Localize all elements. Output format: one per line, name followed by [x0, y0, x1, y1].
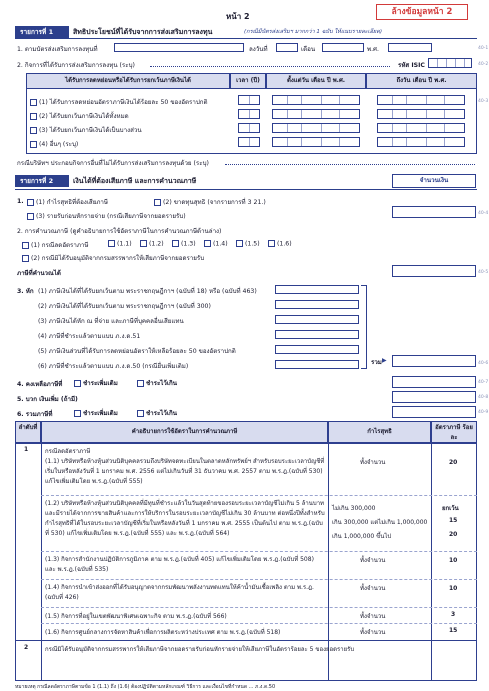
rate-option-1-3[interactable]	[172, 240, 196, 248]
rate-row-rate: 15	[449, 627, 458, 634]
benefit-option-3[interactable]	[30, 125, 142, 135]
to-date-field[interactable]	[377, 95, 465, 105]
clear-page-button[interactable]: ล้างข้อมูลหน้า 2	[376, 4, 468, 20]
rate-row-desc: (1.6) กิจการศูนย์กลางการจัดหาสินค้าเพื่อการผลิตระหว่างประเทศ ตาม พ.ร.ฎ.(ฉบับที่ 518)	[45, 629, 281, 636]
checkbox[interactable]	[236, 240, 243, 247]
line1-option-1[interactable]	[27, 197, 108, 207]
from-date-header: ตั้งแต่วัน เดือน ปี พ.ศ.	[266, 73, 366, 89]
section1-rule	[15, 38, 477, 39]
rate-row-no: 1	[24, 446, 29, 453]
checkbox[interactable]	[30, 99, 37, 106]
option-label: ชำระไว้เกิน	[145, 410, 177, 417]
benefit-option-1[interactable]	[30, 97, 208, 107]
side-number: 40-5	[478, 270, 489, 275]
deduction-bracket	[361, 285, 367, 369]
from-date-field[interactable]	[272, 137, 360, 147]
to-date-field[interactable]	[377, 123, 465, 133]
rate-option-1-6[interactable]	[268, 240, 292, 248]
rate-row-desc: (1.1) บริษัทหรือห้างหุ้นส่วนนิติบุคคลรวมถึงบริษัทจดทะเบียนในตลาดหลักทรัพย์ฯ สำหรับรอบระยะเวลาบัญชีที่เริ่มในหรือหลังวันที่ 1 มกราคม พ.ศ. 2556 แต่ไม่เกินวันที่ 31 ธันวาคม พ.ศ. 2557 ตาม พ.ร.ฎ.(ฉบับที่ 530) แก้ไขเพิ่มเติมโดย พ.ร.ฎ.(ฉบับที่ 555)	[45, 458, 325, 485]
line1-number: 1.	[17, 198, 24, 205]
to-date-field[interactable]	[377, 109, 465, 119]
row-divider	[15, 640, 477, 641]
rate-row-profit: ทั้งจำนวน	[360, 557, 386, 564]
option-label: (3) ได้รับยกเว้นภาษีเงินได้เป็นบางส่วน	[38, 127, 142, 134]
side-number: 40-1	[478, 46, 489, 51]
side-number: 40-8	[478, 395, 489, 400]
row-divider	[41, 551, 477, 552]
rate-row-profit: ทั้งจำนวน	[360, 629, 386, 636]
rate-option-1-1[interactable]	[108, 240, 132, 248]
line1-amount-field[interactable]	[392, 206, 476, 218]
section1-title: สิทธิประโยชน์ที่ได้รับจากการส่งเสริมการลงทุน	[73, 28, 213, 36]
checkbox[interactable]	[22, 255, 29, 262]
benefit-option-2[interactable]	[30, 111, 129, 121]
rate-option-1-5[interactable]	[236, 240, 260, 248]
side-number: 40-3	[478, 99, 489, 104]
line2-option-2[interactable]	[22, 253, 204, 263]
checkbox[interactable]	[108, 240, 115, 247]
line6-option-2[interactable]	[137, 408, 177, 418]
option-label: (1.2)	[148, 240, 164, 248]
rate-row-profit-tier1: ไม่เกิน 300,000	[332, 505, 376, 512]
cert-month-field[interactable]	[322, 43, 364, 52]
option-label: (1) กรณีลดอัตราภาษี	[30, 242, 89, 249]
side-number: 40-4	[478, 211, 489, 216]
option-label: ชำระเพิ่มเติม	[82, 410, 118, 417]
period-field[interactable]	[238, 123, 260, 133]
line2-label: 2. การคำนวณภาษี (ดูคำอธิบายการใช้อัตราภาษีในการคำนวณภาษีด้านล่าง)	[17, 228, 222, 235]
rate-row-rate-tier3: 20	[449, 531, 458, 538]
line1-option-3[interactable]	[27, 211, 186, 221]
deduction-3-field[interactable]	[275, 315, 359, 324]
col-rate-header: อัตราภาษี ร้อยละ	[431, 421, 477, 443]
rate-row-rate: 20	[449, 459, 458, 466]
amount-header: จำนวนเงิน	[392, 174, 476, 188]
option-label: (2) ได้รับยกเว้นภาษีเงินได้ทั้งหมด	[38, 113, 129, 120]
checkbox[interactable]	[137, 380, 144, 387]
option-label: (2) กรณีมิได้รับอนุมัติจากกรมสรรพากรให้เสียภาษีจากยอดรายรับ	[30, 255, 205, 262]
period-field[interactable]	[238, 137, 260, 147]
checkbox[interactable]	[137, 410, 144, 417]
total-label: รวม	[371, 359, 382, 366]
rate-row-desc: (1.3) กิจการสำนักงานปฏิบัติการภูมิภาค ตาม พ.ร.ฎ.(ฉบับที่ 405) แก้ไขเพิ่มเติมโดย พ.ร.ฎ.(ฉบับที่ 508) และ พ.ร.ฎ.(ฉบับที่ 535)	[45, 556, 314, 573]
side-number: 40-2	[478, 62, 489, 67]
checkbox[interactable]	[154, 199, 161, 206]
from-date-field[interactable]	[272, 123, 360, 133]
deduction-5-label: (5) ภาษีเงินส่วนที่ได้รับการลดหย่อนอัตราให้เหลือร้อยละ 50 ของอัตราปกติ	[38, 348, 236, 355]
deduction-6-field[interactable]	[275, 360, 359, 369]
option-label: (4) อื่นๆ (ระบุ)	[38, 141, 79, 148]
to-date-header: ถึงวัน เดือน ปี พ.ศ.	[366, 73, 477, 89]
option-label: (1.3)	[180, 240, 196, 248]
option-label: (1.4)	[212, 240, 228, 248]
rate-row-profit: ทั้งจำนวน	[360, 585, 386, 592]
promotion-cert-number-field[interactable]	[114, 43, 244, 52]
section2-badge: รายการที่ 2	[15, 175, 69, 187]
checkbox[interactable]	[74, 410, 81, 417]
option-label: (1.1)	[116, 240, 132, 248]
rate-row-rate: 3	[451, 611, 456, 618]
benefit-option-4[interactable]	[30, 139, 78, 149]
checkbox[interactable]	[204, 240, 211, 247]
row-divider	[41, 495, 477, 496]
section1-badge: รายการที่ 1	[15, 26, 69, 38]
row1-year-label: พ.ศ.	[367, 46, 379, 53]
period-header: เวลา (ปี)	[230, 73, 266, 89]
row1-date-label: ลงวันที่	[249, 46, 268, 53]
footer-note: หมายเหตุ กรณีลดอัตราภาษีตามข้อ 1 (1.1) ถึง (1.6) ต้องปฏิบัติตามหลักเกณฑ์ วิธีการ และเงื่อนไขที่กำหนด ... ภ.ง.ด.50	[15, 684, 276, 690]
deduction-1-field[interactable]	[275, 285, 359, 294]
section2-rule	[15, 189, 477, 190]
page-title: หน้า 2	[226, 12, 250, 21]
rate-row-rate-tier1: ยกเว้น	[442, 505, 459, 512]
line4-amount-field[interactable]	[392, 376, 476, 388]
checkbox[interactable]	[22, 242, 29, 249]
deduction-6-label: (6) ภาษีที่ชำระแล้วตามแบบ ภ.ง.ด.50 (กรณียื่นเพิ่มเติม)	[38, 363, 189, 370]
side-number: 40-6	[478, 361, 489, 366]
row-divider	[41, 607, 477, 608]
rate-row-profit-tier3: เกิน 1,000,000 ขึ้นไป	[332, 533, 392, 540]
tax-computed-label: ภาษีที่คำนวณได้	[17, 270, 61, 277]
line3-label: 3. หัก	[17, 288, 34, 295]
option-label: (3) รายรับก่อนหักรายจ่าย (กรณีเสียภาษีจากยอดรายรับ)	[35, 213, 186, 220]
tax-computed-field[interactable]	[392, 265, 476, 277]
line1-option-2[interactable]	[154, 197, 266, 207]
line6-label: 6. รวมภาษีที่	[17, 411, 53, 418]
deduction-4-field[interactable]	[275, 330, 359, 339]
line5-amount-field[interactable]	[392, 391, 476, 403]
from-date-field[interactable]	[272, 109, 360, 119]
row2-label: 2. กิจการที่ได้รับการส่งเสริมการลงทุน (ระบุ)	[17, 62, 135, 69]
line6-option-1[interactable]	[74, 408, 118, 418]
option-label: (2) ขาดทุนสุทธิ (จากรายการที่ 3 21.)	[162, 199, 266, 206]
rate-row-desc: (1.5) กิจการที่อยู่ในเขตพัฒนาพิเศษเฉพาะกิจ ตาม พ.ร.ฎ.(ฉบับที่ 566)	[45, 613, 227, 620]
checkbox[interactable]	[30, 127, 37, 134]
checkbox[interactable]	[27, 213, 34, 220]
rate-row-desc: กรณีมิได้รับอนุมัติจากกรมสรรพากรให้เสียภาษีจากยอดรายรับก่อนหักรายจ่ายให้เสียภาษีในอัตราร้อยละ 5 ของยอดรายรับ	[45, 646, 355, 653]
rate-row-profit: ทั้งจำนวน	[360, 459, 386, 466]
deduction-3-label: (3) ภาษีเงินได้หัก ณ ที่จ่าย และภาษีที่บุคคลอื่นเสียแทน	[38, 318, 184, 325]
row-divider	[41, 579, 477, 580]
option-label: ชำระเพิ่มเติม	[82, 380, 118, 387]
rate-row-profit: ทั้งจำนวน	[360, 613, 386, 620]
line4-label: 4. คงเหลือภาษีที่	[17, 381, 63, 388]
isic-label: รหัส ISIC	[398, 62, 425, 69]
cert-year-field[interactable]	[388, 43, 432, 52]
col-desc-header: คำอธิบายการใช้อัตราในการคำนวณภาษี	[41, 421, 328, 443]
col-divider	[41, 443, 42, 681]
period-field[interactable]	[238, 95, 260, 105]
deduction-total-field[interactable]	[392, 355, 476, 367]
cert-day-field[interactable]	[276, 43, 298, 52]
option-label: ชำระไว้เกิน	[145, 380, 177, 387]
deduction-1-label: (1) ภาษีเงินได้ที่ได้รับยกเว้นตาม พระราชกฤษฎีกาฯ (ฉบับที่ 18) หรือ (ฉบับที่ 463)	[38, 288, 257, 295]
deduction-5-field[interactable]	[275, 345, 359, 354]
option-label: (1) ได้รับการลดหย่อนอัตราภาษีเงินได้ร้อยละ 50 ของอัตราปกติ	[38, 99, 208, 106]
deduction-2-field[interactable]	[275, 300, 359, 309]
period-field[interactable]	[238, 109, 260, 119]
checkbox[interactable]	[27, 199, 34, 206]
arrow-right-icon: ▶	[382, 357, 387, 364]
deduction-4-label: (4) ภาษีที่ชำระแล้วตามแบบ ภ.ง.ด.51	[38, 333, 141, 340]
side-number: 40-7	[478, 380, 489, 385]
line2-option-1[interactable]	[22, 240, 88, 250]
checkbox[interactable]	[30, 113, 37, 120]
other-business-line[interactable]	[225, 164, 475, 165]
line5-label: 5. บวก เงินเพิ่ม (ถ้ามี)	[17, 396, 78, 403]
rate-row-rate-tier2: 15	[449, 517, 458, 524]
checkbox[interactable]	[140, 240, 147, 247]
option-label: (1.5)	[244, 240, 260, 248]
business-type-line[interactable]	[150, 66, 390, 67]
col-no-header: ลำดับที่	[15, 421, 41, 443]
from-date-field[interactable]	[272, 95, 360, 105]
to-date-field[interactable]	[377, 137, 465, 147]
rate-option-1-2[interactable]	[140, 240, 164, 248]
checkbox[interactable]	[74, 380, 81, 387]
checkbox[interactable]	[30, 141, 37, 148]
rate-row-rate: 10	[449, 557, 458, 564]
rate-row-profit-tier2: เกิน 300,000 แต่ไม่เกิน 1,000,000	[332, 519, 428, 526]
rate-row-desc: (1.4) กิจการนำเข้าส่งออกที่ได้รับอนุญาตจากกรมพัฒนาพลังงานทดแทนให้ค้าน้ำมันเชื้อเพลิง ตาม พ.ร.ฎ.(ฉบับที่ 426)	[45, 584, 314, 601]
line6-amount-field[interactable]	[392, 406, 476, 418]
rate-row-desc: กรณีลดอัตราภาษี	[45, 448, 91, 455]
benefit-header: ได้รับการลดหย่อนหรือได้รับการยกเว้นภาษีเงินได้	[26, 73, 230, 89]
rate-row-no: 2	[24, 644, 29, 651]
section1-note: (กรณีมีบัตรส่งเสริมฯ มากกว่า 1 ฉบับ ให้แนบรายละเอียด)	[244, 29, 383, 35]
rate-row-desc: (1.2) บริษัทหรือห้างหุ้นส่วนนิติบุคคลที่มีทุนที่ชำระแล้วในวันสุดท้ายของรอบระยะเวลาบัญชีไม่เกิน 5 ล้านบาท และมีรายได้จากการขายสินค้าและการให้บริการในรอบระยะเวลาบัญชีไม่เกิน 30 ล้านบาท ต่อหนึ่งปีทั้งสำหรับกำไรสุทธิที่ได้ในรอบระยะเวลาบัญชีที่เริ่มในหรือหลังวันที่ 1 มกราคม พ.ศ. 2555 เป็นต้นไป ตาม พ.ร.ฎ.(ฉบับที่ 530) แก้ไขเพิ่มเติมโดย พ.ร.ฎ.(ฉบับที่ 555) และ พ.ร.ฎ.(ฉบับที่ 564)	[45, 500, 325, 537]
line4-option-2[interactable]	[137, 378, 177, 388]
rate-option-1-4[interactable]	[204, 240, 228, 248]
row1-label: 1. ตามบัตรส่งเสริมการลงทุนที่	[17, 46, 98, 53]
isic-code-field[interactable]	[428, 58, 472, 68]
checkbox[interactable]	[268, 240, 275, 247]
col-profit-header: กำไรสุทธิ	[328, 421, 431, 443]
rate-row-rate: 10	[449, 585, 458, 592]
section2-title: เงินได้ที่ต้องเสียภาษี และการคำนวณภาษี	[73, 177, 197, 185]
row1-month-label: เดือน	[301, 46, 316, 53]
option-label: (1.6)	[276, 240, 292, 248]
deduction-2-label: (2) ภาษีเงินได้ที่ได้รับยกเว้นตาม พระราชกฤษฎีกาฯ (ฉบับที่ 300)	[38, 303, 211, 310]
col-divider	[431, 443, 432, 681]
line4-option-1[interactable]	[74, 378, 118, 388]
checkbox[interactable]	[172, 240, 179, 247]
row-divider	[41, 623, 477, 624]
side-number: 40-9	[478, 410, 489, 415]
other-business-label: กรณีบริษัทฯ ประกอบกิจการอื่นที่ไม่ได้รับการส่งเสริมการลงทุนด้วย (ระบุ)	[17, 160, 209, 167]
option-label: (1) กำไรสุทธิที่ต้องเสียภาษี	[35, 199, 108, 206]
